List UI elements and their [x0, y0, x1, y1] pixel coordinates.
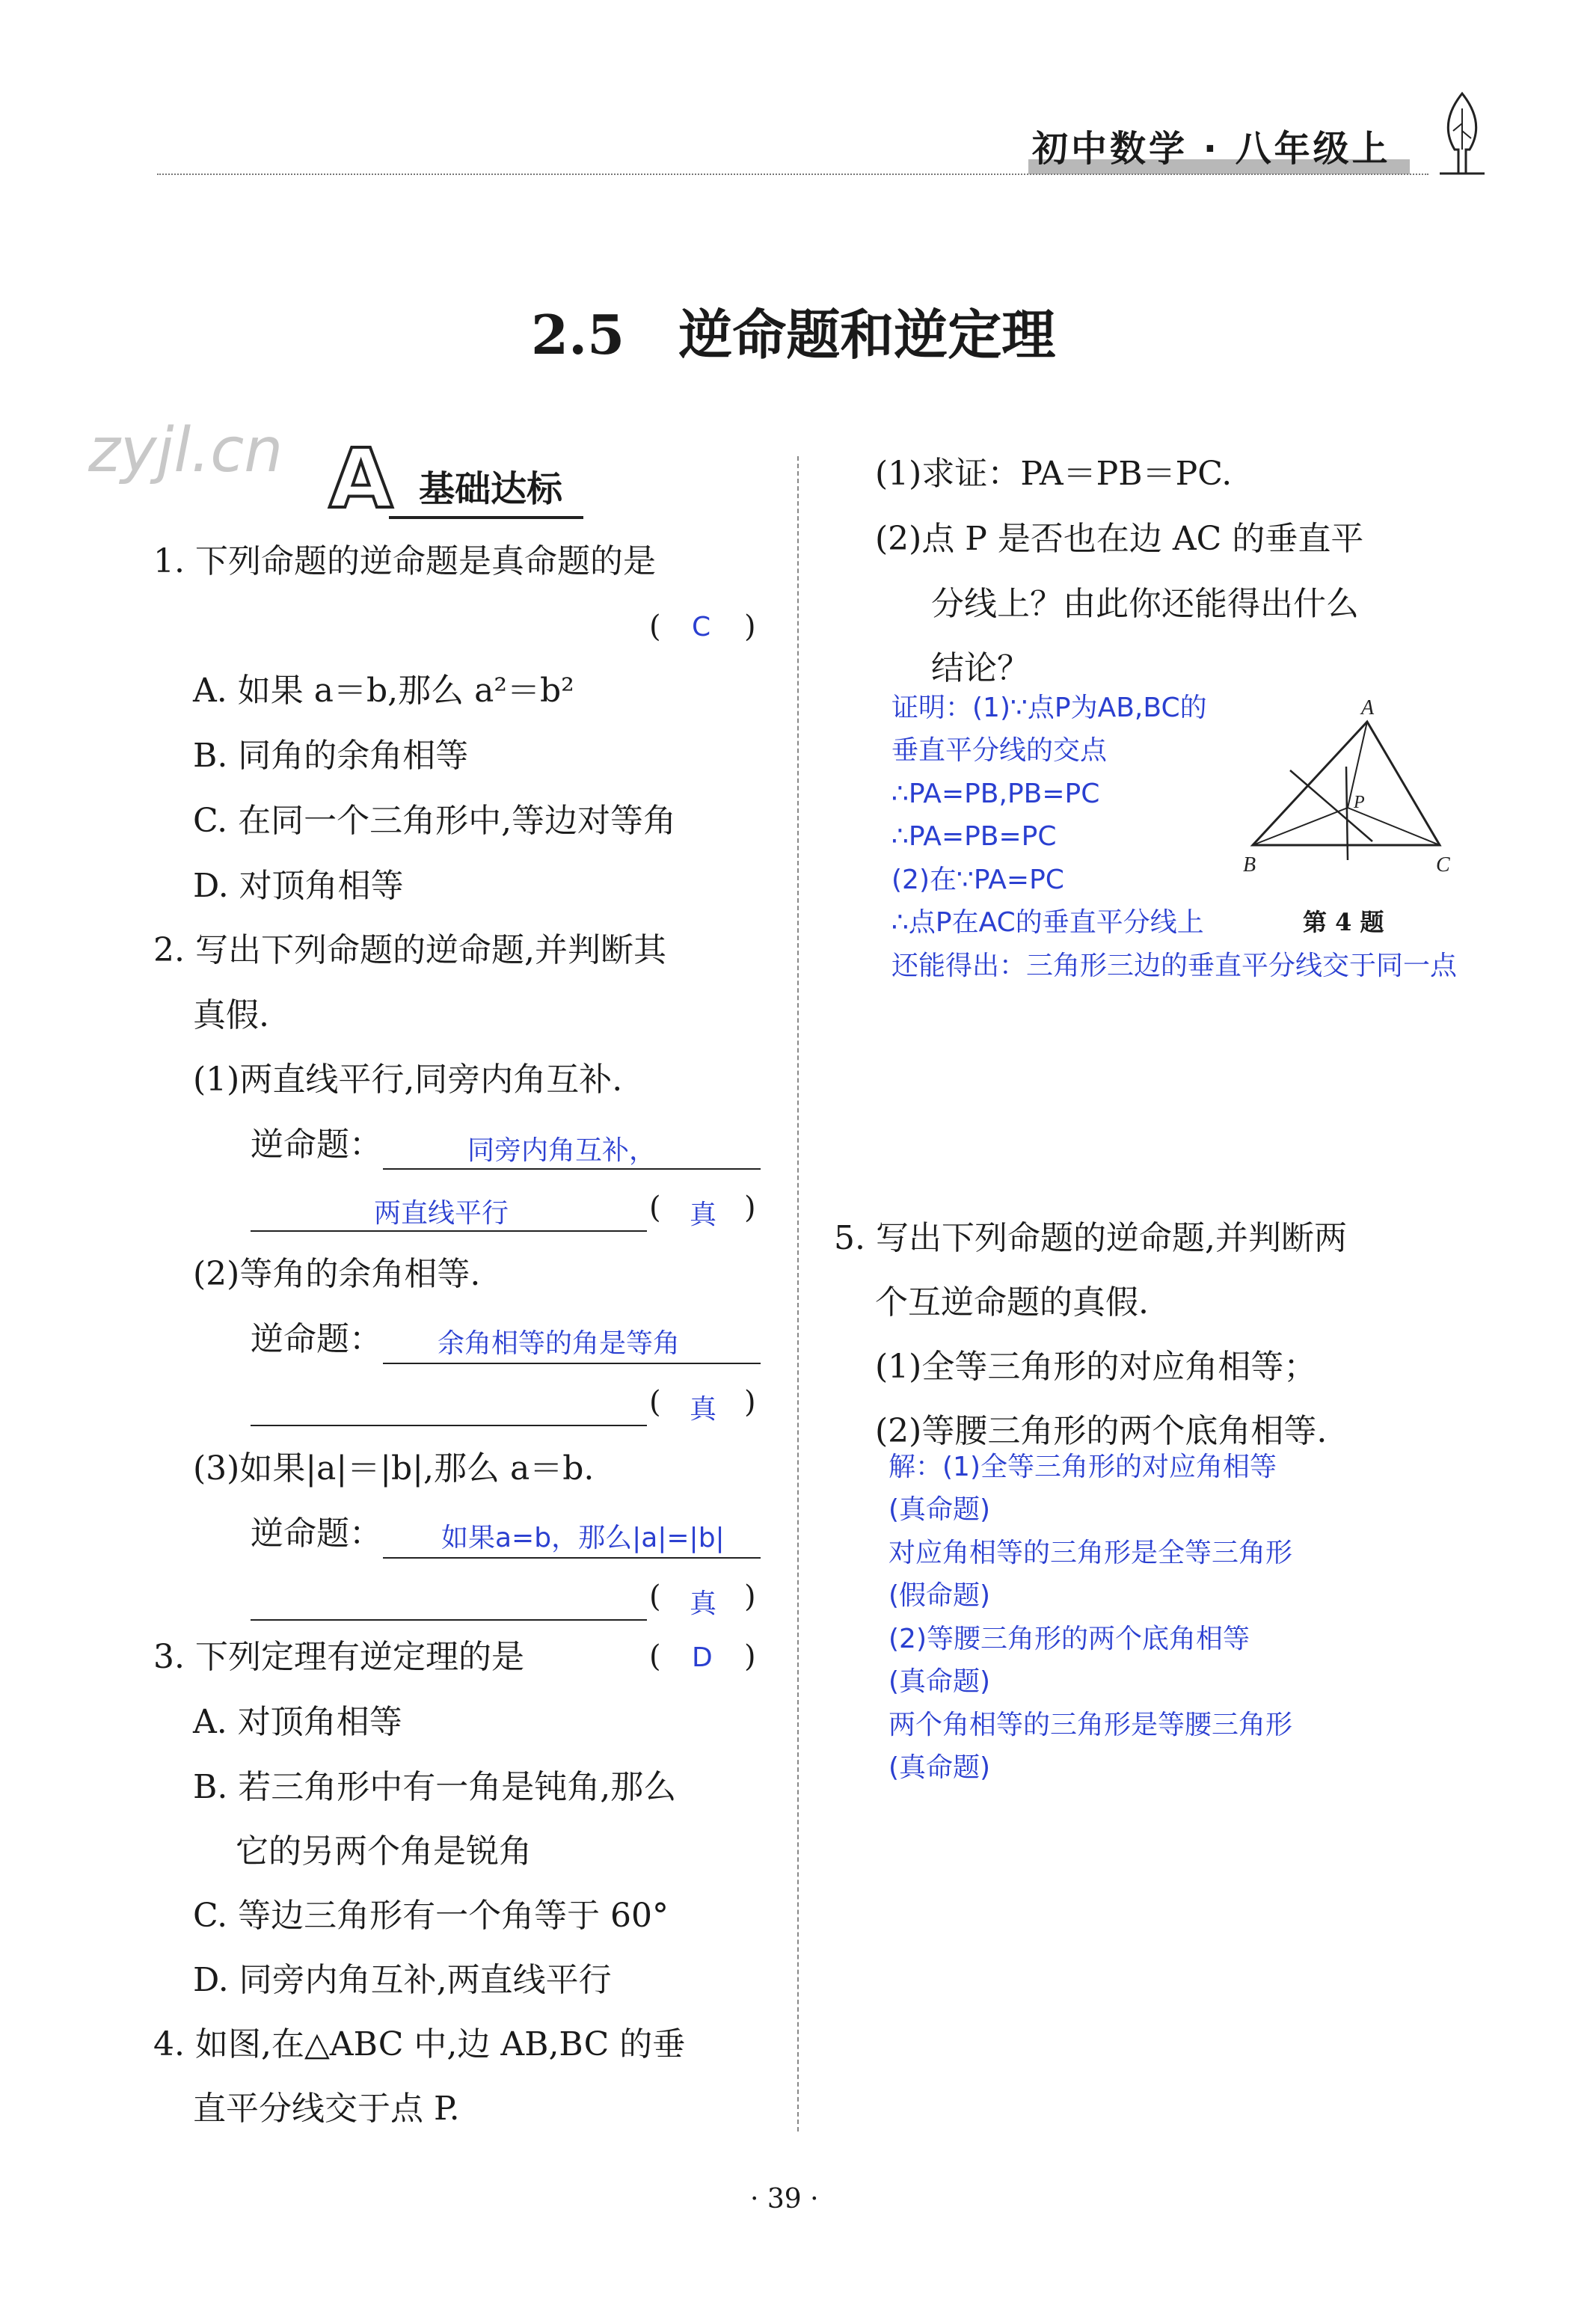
page-number: · 39 · — [750, 2184, 819, 2215]
q1-paren-close: ) — [744, 610, 756, 644]
q5-answer-line1: 解：(1)全等三角形的对应角相等 — [888, 1452, 1277, 1482]
q2-part3-paren-open: ( — [649, 1580, 661, 1614]
q2-part3-blank1 — [383, 1557, 761, 1559]
q5-stem-line1: 5. 写出下列命题的逆命题,并判断两 — [834, 1219, 1347, 1257]
q5-answer-line4: (假命题) — [888, 1580, 991, 1611]
q2-part3-answer-line1: 如果a=b，那么|a|=|b| — [441, 1523, 725, 1553]
section-name: 基础达标 — [419, 468, 563, 510]
segment-pb — [1253, 808, 1348, 845]
q2-part1-paren-close: ) — [744, 1191, 756, 1225]
q2-part2-text: (2)等角的余角相等. — [193, 1255, 481, 1293]
section-underline — [389, 516, 583, 519]
q3-stem: 3. 下列定理有逆定理的是 — [153, 1638, 524, 1676]
q1-answer: C — [692, 612, 711, 642]
header-rule — [157, 174, 1428, 175]
q3-option-b-line1: B. 若三角形中有一角是钝角,那么 — [193, 1768, 677, 1806]
label-p: P — [1354, 793, 1365, 812]
label-b: B — [1243, 853, 1256, 877]
header-book-title: 初中数学 · 八年级上 — [1032, 128, 1391, 170]
q5-answer-line6: (真命题) — [888, 1666, 991, 1697]
q2-part2-blank2 — [251, 1425, 647, 1426]
q4-stem-line1: 4. 如图,在△ABC 中,边 AB,BC 的垂 — [153, 2025, 686, 2063]
label-c: C — [1436, 853, 1450, 877]
q2-part2-blank1 — [383, 1363, 761, 1364]
q3-option-d: D. 同旁内角互补,两直线平行 — [193, 1961, 612, 1999]
q2-part1-text: (1)两直线平行,同旁内角互补. — [193, 1061, 623, 1099]
q1-option-a: A. 如果 a＝b,那么 a²＝b² — [193, 672, 574, 710]
q2-part3-blank2 — [251, 1619, 647, 1621]
q2-part1-paren-open: ( — [649, 1191, 661, 1225]
q5-part1: (1)全等三角形的对应角相等； — [875, 1348, 1317, 1386]
q4-proof-line4: ∴PA=PB=PC — [891, 821, 1057, 852]
q1-option-b: B. 同角的余角相等 — [193, 737, 469, 775]
q5-answer-line8: (真命题) — [888, 1752, 991, 1783]
q5-part2: (2)等腰三角形的两个底角相等. — [875, 1412, 1328, 1450]
tree-icon — [1432, 90, 1492, 179]
q5-answer-line3: 对应角相等的三角形是全等三角形 — [888, 1538, 1293, 1568]
q4-proof-line1: 证明：(1)∵点P为AB,BC的 — [891, 693, 1207, 723]
q2-part2-paren-open: ( — [649, 1385, 661, 1420]
page-title: 2.5 逆命题和逆定理 — [531, 303, 1056, 366]
q3-option-c: C. 等边三角形有一个角等于 60° — [193, 1897, 669, 1935]
q2-part3-paren-close: ) — [744, 1580, 756, 1614]
q1-option-d: D. 对顶角相等 — [193, 867, 404, 905]
q2-part3-label: 逆命题： — [251, 1514, 382, 1553]
q4-part2-line2: 分线上？由此你还能得出什么 — [931, 585, 1359, 623]
q4-stem-line2: 直平分线交于点 P. — [193, 2090, 460, 2128]
q3-paren-close: ) — [744, 1639, 756, 1674]
q2-part1-blank2 — [251, 1230, 647, 1232]
q3-option-b-line2: 它的另两个角是锐角 — [236, 1832, 532, 1870]
q2-part3-text: (3)如果|a|＝|b|,那么 a＝b. — [193, 1449, 595, 1488]
q4-proof-line7: 还能得出：三角形三边的垂直平分线交于同一点 — [891, 951, 1458, 981]
q4-proof-line2: 垂直平分线的交点 — [891, 735, 1108, 766]
q4-proof-line3: ∴PA=PB,PB=PC — [891, 779, 1100, 809]
label-a: A — [1361, 699, 1375, 719]
q3-option-a: A. 对顶角相等 — [193, 1703, 402, 1741]
q2-part2-paren-close: ) — [744, 1385, 756, 1420]
q4-part1: (1)求证：PA＝PB＝PC. — [875, 455, 1233, 493]
q2-part1-label: 逆命题： — [251, 1126, 382, 1164]
section-letter: A — [329, 431, 393, 527]
q5-answer-line2: (真命题) — [888, 1494, 991, 1525]
q2-part2-answer-line1: 余角相等的角是等角 — [438, 1328, 681, 1359]
q2-part1-blank1 — [383, 1168, 761, 1170]
q4-figure-caption: 第 4 题 — [1303, 908, 1384, 936]
q4-proof-line6: ∴点P在AC的垂直平分线上 — [891, 907, 1204, 938]
watermark: zyjl.cn — [88, 415, 283, 486]
q5-answer-line5: (2)等腰三角形的两个底角相等 — [888, 1624, 1250, 1654]
q4-proof-line5: (2)在∵PA=PC — [891, 865, 1064, 895]
q5-stem-line2: 个互逆命题的真假. — [875, 1283, 1149, 1322]
q2-part1-answer-line2: 两直线平行 — [374, 1198, 509, 1229]
q1-stem: 1. 下列命题的逆命题是真命题的是 — [153, 542, 656, 580]
q2-stem-line2: 真假. — [193, 996, 269, 1034]
q2-part1-judge: 真 — [690, 1200, 717, 1230]
q4-part2-line1: (2)点 P 是否也在边 AC 的垂直平 — [875, 520, 1364, 558]
column-divider — [797, 456, 799, 2131]
q2-part3-judge: 真 — [690, 1589, 717, 1619]
q5-answer-line7: 两个角相等的三角形是等腰三角形 — [888, 1710, 1293, 1740]
q2-part1-answer-line1: 同旁内角互补， — [467, 1135, 657, 1166]
segment-pc — [1348, 808, 1440, 845]
q3-paren-open: ( — [649, 1639, 661, 1674]
q1-paren-open: ( — [649, 610, 661, 644]
q2-stem-line1: 2. 写出下列命题的逆命题,并判断其 — [153, 931, 666, 969]
q4-part2-line3: 结论？ — [931, 649, 1030, 687]
q2-part2-judge: 真 — [690, 1394, 717, 1425]
q2-part2-label: 逆命题： — [251, 1320, 382, 1358]
q3-answer: D — [692, 1642, 713, 1673]
q4-triangle-figure — [1227, 699, 1473, 886]
q1-option-c: C. 在同一个三角形中,等边对等角 — [193, 802, 677, 840]
